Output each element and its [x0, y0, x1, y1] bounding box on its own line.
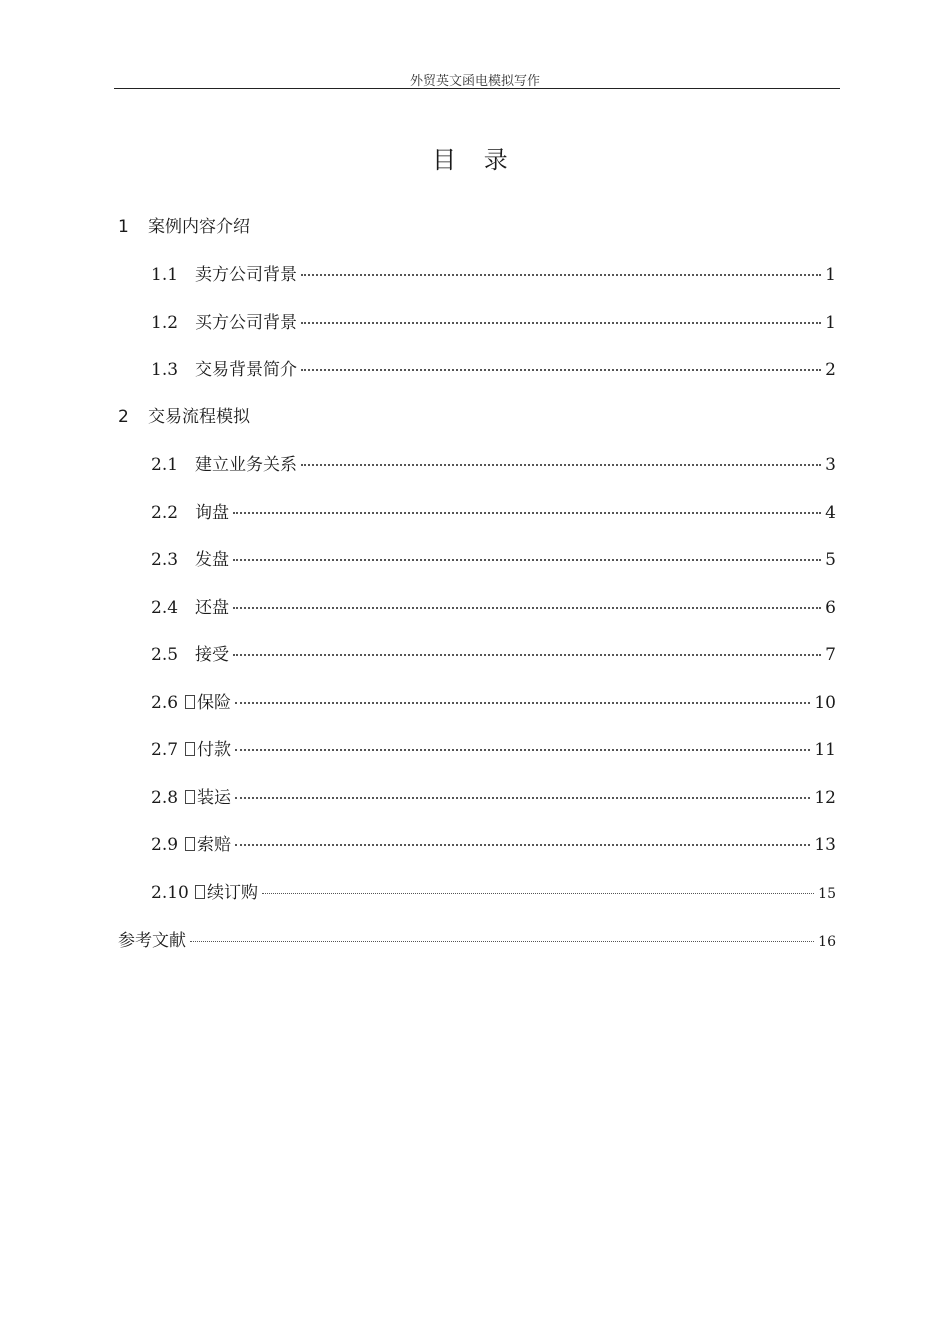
dot-leader	[233, 559, 821, 561]
toc-references[interactable]	[118, 926, 836, 951]
toc-entry-2-8[interactable]	[151, 783, 836, 808]
toc-entry-2-1[interactable]	[151, 450, 836, 475]
section-label: 续订购	[207, 883, 258, 903]
page-number: 13	[814, 835, 836, 855]
chapter-number: 2	[118, 407, 129, 427]
page-number: 7	[825, 645, 836, 665]
section-number: 1.2	[151, 313, 179, 333]
dot-leader	[301, 369, 821, 371]
chapter-label: 案例内容介绍	[148, 217, 250, 237]
toc-entry-2-9[interactable]	[151, 830, 836, 855]
missing-glyph-icon	[185, 695, 195, 709]
section-number: 2.3	[151, 550, 179, 570]
header-rule	[114, 88, 840, 89]
section-label: 询盘	[195, 503, 229, 523]
section-label: 卖方公司背景	[195, 265, 297, 285]
dot-leader	[262, 893, 814, 894]
section-label: 还盘	[195, 598, 229, 618]
toc-entry-1-2[interactable]	[151, 308, 836, 333]
section-number: 2.5	[151, 645, 179, 665]
section-number: 1.1	[151, 265, 179, 285]
section-label: 保险	[197, 693, 231, 713]
toc-entry-1-3[interactable]	[151, 355, 836, 380]
section-label: 索赔	[197, 835, 231, 855]
section-number: 2.1	[151, 455, 179, 475]
toc-entry-2-4[interactable]	[151, 593, 836, 618]
page-number: 11	[814, 740, 836, 760]
section-number: 2.8	[151, 788, 179, 808]
page-number: 10	[814, 693, 836, 713]
toc-entry-2-6[interactable]	[151, 688, 836, 713]
section-label: 买方公司背景	[195, 313, 297, 333]
page-number: 5	[825, 550, 836, 570]
page-number: 12	[814, 788, 836, 808]
missing-glyph-icon	[185, 837, 195, 851]
page-number: 6	[825, 598, 836, 618]
dot-leader	[301, 274, 821, 276]
dot-leader	[235, 844, 810, 846]
missing-glyph-icon	[185, 742, 195, 756]
dot-leader	[235, 702, 810, 704]
toc-entry-2-2[interactable]	[151, 498, 836, 523]
missing-glyph-icon	[195, 885, 205, 899]
dot-leader	[233, 512, 821, 514]
page-number: 1	[825, 265, 836, 285]
page-number: 16	[818, 934, 836, 950]
section-number: 2.7	[151, 740, 179, 760]
toc-entry-2-5[interactable]	[151, 640, 836, 665]
chapter-label: 交易流程模拟	[148, 407, 250, 427]
toc-entry-2-7[interactable]	[151, 735, 836, 760]
dot-leader	[233, 654, 821, 656]
section-number: 1.3	[151, 360, 179, 380]
dot-leader	[233, 607, 821, 609]
toc-chapter-1[interactable]	[118, 212, 250, 237]
toc-entry-2-10[interactable]	[151, 878, 836, 903]
running-header: 外贸英文函电模拟写作	[409, 74, 540, 89]
section-number: 2.4	[151, 598, 179, 618]
page-number: 3	[825, 455, 836, 475]
page-number: 1	[825, 313, 836, 333]
section-label: 交易背景简介	[195, 360, 297, 380]
section-label: 接受	[195, 645, 229, 665]
section-number: 2.6	[151, 693, 179, 713]
toc-title: 目 录	[432, 146, 518, 174]
dot-leader	[190, 941, 814, 942]
toc-chapter-2[interactable]	[118, 402, 250, 427]
dot-leader	[301, 464, 821, 466]
section-label: 付款	[197, 740, 231, 760]
dot-leader	[235, 797, 810, 799]
page-number: 2	[825, 360, 836, 380]
dot-leader	[235, 749, 810, 751]
page-number: 4	[825, 503, 836, 523]
dot-leader	[301, 322, 821, 324]
page-number: 15	[818, 886, 836, 902]
missing-glyph-icon	[185, 790, 195, 804]
toc-entry-1-1[interactable]	[151, 260, 836, 285]
section-label: 建立业务关系	[195, 455, 297, 475]
references-label: 参考文献	[118, 931, 186, 951]
section-label: 装运	[197, 788, 231, 808]
section-number: 2.10	[151, 883, 189, 903]
toc-entry-2-3[interactable]	[151, 545, 836, 570]
section-number: 2.9	[151, 835, 179, 855]
chapter-number: 1	[118, 217, 129, 237]
section-label: 发盘	[195, 550, 229, 570]
section-number: 2.2	[151, 503, 179, 523]
